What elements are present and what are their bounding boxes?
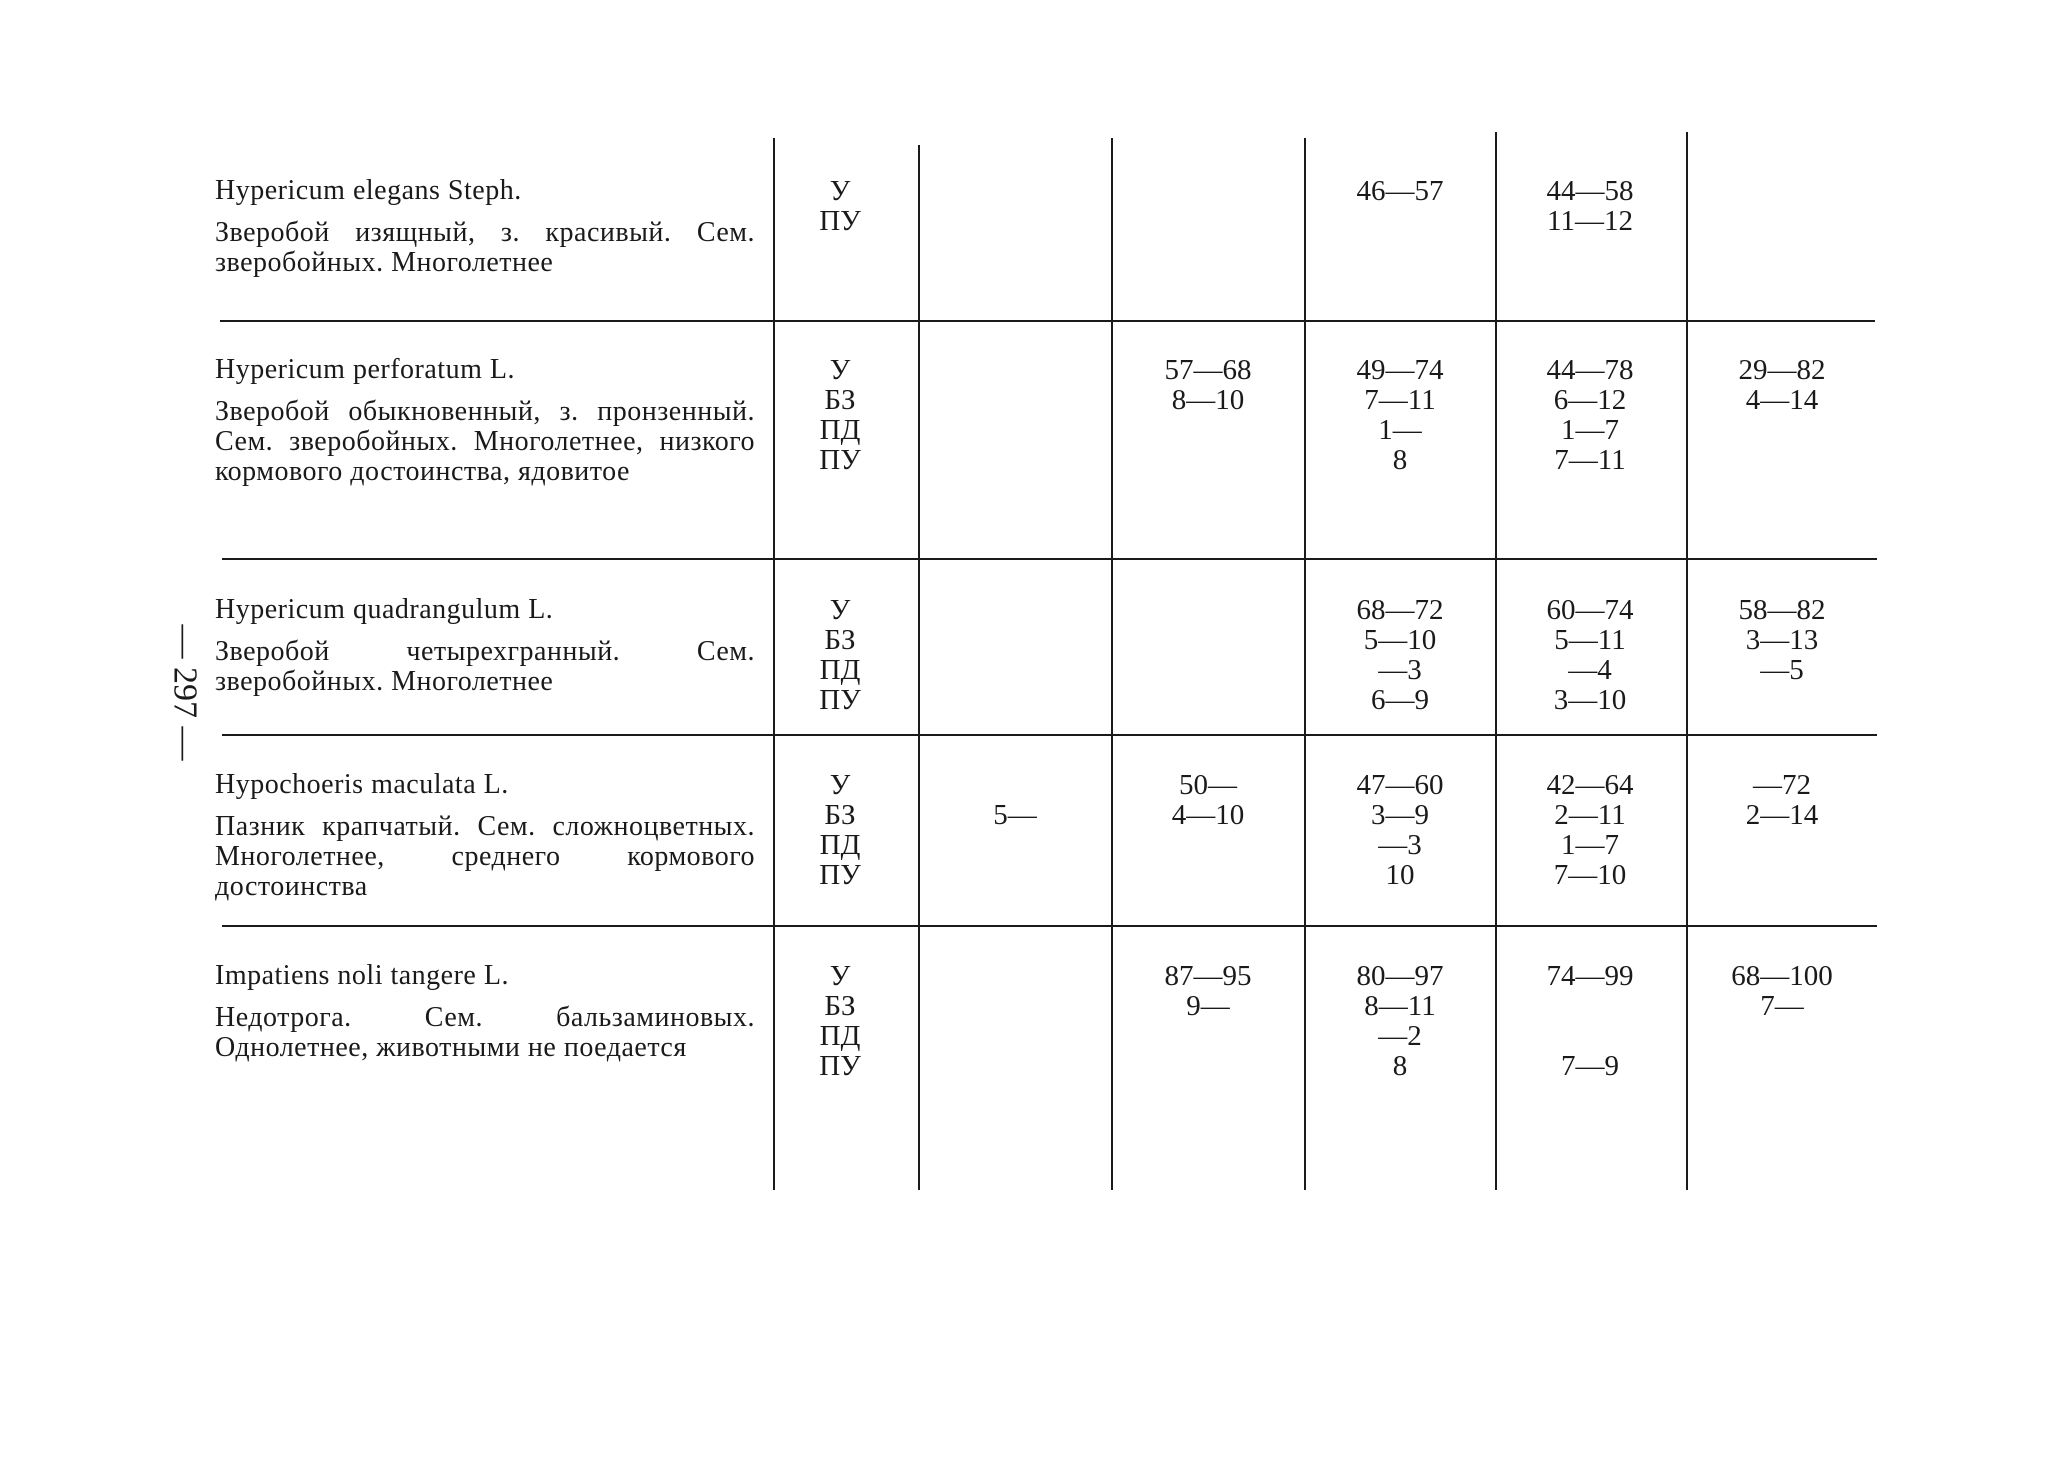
value: 68—100	[1731, 960, 1833, 992]
value: 5—11	[1554, 624, 1626, 656]
code: У	[829, 960, 851, 992]
species-cell	[215, 961, 755, 1063]
value	[1500, 991, 1680, 1021]
code: ПУ	[819, 205, 861, 237]
value: —72	[1753, 769, 1811, 801]
code: ПУ	[819, 684, 861, 716]
row-rule	[220, 320, 1875, 322]
species-latin-name: Hypericum perforatum L.	[215, 354, 515, 385]
code: У	[829, 769, 851, 801]
code: У	[829, 175, 851, 207]
value: 58—82	[1738, 594, 1826, 626]
value: —2	[1378, 1020, 1422, 1052]
value: 87—95	[1164, 960, 1252, 992]
code: БЗ	[824, 990, 856, 1022]
species-description: Зверобой изящный, з. красивый. Сем. зверобойных. Многолетнее	[215, 217, 755, 278]
code: ПУ	[819, 444, 861, 476]
value: 44—78	[1546, 354, 1634, 386]
value-cell-col5	[1692, 770, 1872, 830]
species-description: Недотрога. Сем. бальзаминовых. Однолетнее, животными не поедается	[215, 1002, 755, 1063]
value-cell-col2	[1118, 355, 1298, 415]
value: —4	[1568, 654, 1612, 686]
value-cell-col2	[1118, 770, 1298, 830]
column-rule	[1686, 132, 1688, 1190]
code: ПД	[819, 414, 861, 446]
value-cell-col4	[1500, 595, 1680, 715]
column-rule	[773, 138, 775, 1190]
value	[925, 770, 1105, 800]
value: 6—9	[1371, 684, 1429, 716]
column-rule	[1304, 138, 1306, 1190]
value: 7—10	[1553, 859, 1627, 891]
value: 68—72	[1356, 594, 1444, 626]
species-cell	[215, 176, 755, 278]
codes-cell	[795, 770, 885, 890]
value: 29—82	[1738, 354, 1826, 386]
code: У	[829, 594, 851, 626]
value: —3	[1378, 829, 1422, 861]
species-latin-name: Hypericum quadrangulum L.	[215, 594, 554, 625]
code: БЗ	[824, 624, 856, 656]
value-cell-col2	[1118, 961, 1298, 1021]
species-description: Зверобой обыкновенный, з. пронзенный. Сем. зверобойных. Многолетнее, низкого кормового достоинства, ядовитое	[215, 396, 755, 487]
column-rule	[918, 145, 920, 1190]
value: 7—	[1760, 990, 1804, 1022]
code: БЗ	[824, 384, 856, 416]
value-cell-col1	[925, 770, 1105, 830]
code: ПД	[819, 1020, 861, 1052]
code: ПД	[819, 654, 861, 686]
species-cell	[215, 770, 755, 902]
value: 4—14	[1745, 384, 1819, 416]
value: 9—	[1186, 990, 1230, 1022]
value: 42—64	[1546, 769, 1634, 801]
value	[1500, 1021, 1680, 1051]
value: 5—10	[1363, 624, 1437, 656]
value: 3—10	[1553, 684, 1627, 716]
code: ПУ	[819, 859, 861, 891]
value-cell-col5	[1692, 961, 1872, 1021]
species-latin-name: Impatiens noli tangere L.	[215, 960, 509, 991]
value: 47—60	[1356, 769, 1444, 801]
value-cell-col3	[1310, 355, 1490, 475]
row-rule	[222, 925, 1877, 927]
value: 8—10	[1171, 384, 1245, 416]
value-cell-col3	[1310, 176, 1490, 206]
row-rule	[222, 734, 1877, 736]
value: 1—7	[1561, 829, 1619, 861]
value: 5—	[993, 799, 1037, 831]
value-cell-col4	[1500, 770, 1680, 890]
code: У	[829, 354, 851, 386]
species-cell	[215, 595, 755, 697]
species-description: Зверобой четырехгранный. Сем. зверобойных. Многолетнее	[215, 636, 755, 697]
value: —5	[1760, 654, 1804, 686]
value: 44—58	[1546, 175, 1634, 207]
value-cell-col5	[1692, 355, 1872, 415]
value-cell-col4	[1500, 176, 1680, 236]
codes-cell	[795, 355, 885, 475]
value: 49—74	[1356, 354, 1444, 386]
value-cell-col5	[1692, 595, 1872, 685]
species-latin-name: Hypochoeris maculata L.	[215, 769, 509, 800]
value: 8	[1392, 1050, 1408, 1082]
value: 74—99	[1546, 960, 1634, 992]
value: 2—11	[1554, 799, 1626, 831]
value: 46—57	[1356, 175, 1444, 207]
code: ПУ	[819, 1050, 861, 1082]
value: 7—11	[1554, 444, 1626, 476]
value-cell-col3	[1310, 595, 1490, 715]
column-rule	[1111, 138, 1113, 1190]
value: 8—11	[1364, 990, 1436, 1022]
species-description: Пазник крапчатый. Сем. сложноцветных. Многолетнее, среднего кормового достоинства	[215, 811, 755, 902]
codes-cell	[795, 595, 885, 715]
value: 6—12	[1553, 384, 1627, 416]
species-cell	[215, 355, 755, 487]
value: 80—97	[1356, 960, 1444, 992]
column-rule	[1495, 132, 1497, 1190]
value: 3—9	[1371, 799, 1429, 831]
value: 1—7	[1561, 414, 1619, 446]
value: 11—12	[1547, 205, 1633, 237]
row-rule	[222, 558, 1877, 560]
code: БЗ	[824, 799, 856, 831]
value: 4—10	[1171, 799, 1245, 831]
value: 1—	[1378, 414, 1422, 446]
value: 10	[1385, 859, 1415, 891]
value: 8	[1392, 444, 1408, 476]
value: 2—14	[1745, 799, 1819, 831]
value: 57—68	[1164, 354, 1252, 386]
codes-cell	[795, 961, 885, 1081]
value: —3	[1378, 654, 1422, 686]
value-cell-col4	[1500, 961, 1680, 1081]
code: ПД	[819, 829, 861, 861]
value: 60—74	[1546, 594, 1634, 626]
page-number: — 297 —	[167, 624, 204, 761]
species-latin-name: Hypericum elegans Steph.	[215, 175, 522, 206]
value: 7—9	[1561, 1050, 1619, 1082]
value-cell-col3	[1310, 961, 1490, 1081]
value: 3—13	[1745, 624, 1819, 656]
value-cell-col4	[1500, 355, 1680, 475]
value: 50—	[1179, 769, 1237, 801]
value: 7—11	[1364, 384, 1436, 416]
codes-cell	[795, 176, 885, 236]
value-cell-col3	[1310, 770, 1490, 890]
